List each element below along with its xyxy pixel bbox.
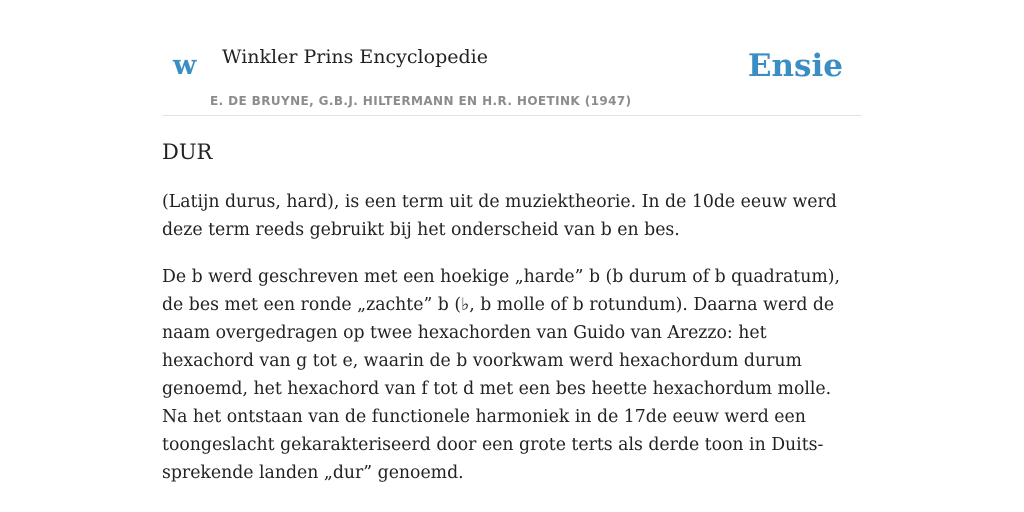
winkler-prins-logo[interactable]: w bbox=[173, 50, 197, 81]
ensie-logo[interactable]: Ensie bbox=[747, 48, 843, 84]
entry-paragraph-2: De b werd geschreven met een hoekige „harde” b (b durum of b quadratum), de bes met een ronde „zachte” b (♭, b molle of b rotundum). Daarna werd de naam overgedragen op twee hexachorden van Guido van Arezzo: het hexachord van g tot e, waarin de b voorkwam werd hexachordum durum genoemd, het hexachord van f tot d met een bes heette hexachordum molle. Na het ontstaan van de functionele harmoniek in de 17de eeuw werd een toongeslacht gekarakteriseerd door een grote terts als derde toon in Duits-sprekende landen „dur” genoemd. bbox=[162, 267, 840, 484]
entry-paragraph-1: (Latijn durus, hard), is een term uit de muziektheorie. In de 10de eeuw werd deze term reeds gebruikt bij het onderscheid van b en bes. bbox=[162, 192, 837, 241]
site-header bbox=[162, 0, 862, 116]
entry-title: DUR bbox=[162, 140, 213, 164]
entry-content bbox=[162, 138, 862, 506]
source-authors: E. DE BRUYNE, G.B.J. HILTERMANN EN H.R. HOETINK (1947) bbox=[210, 94, 632, 108]
source-title[interactable]: Winkler Prins Encyclopedie bbox=[222, 46, 488, 68]
